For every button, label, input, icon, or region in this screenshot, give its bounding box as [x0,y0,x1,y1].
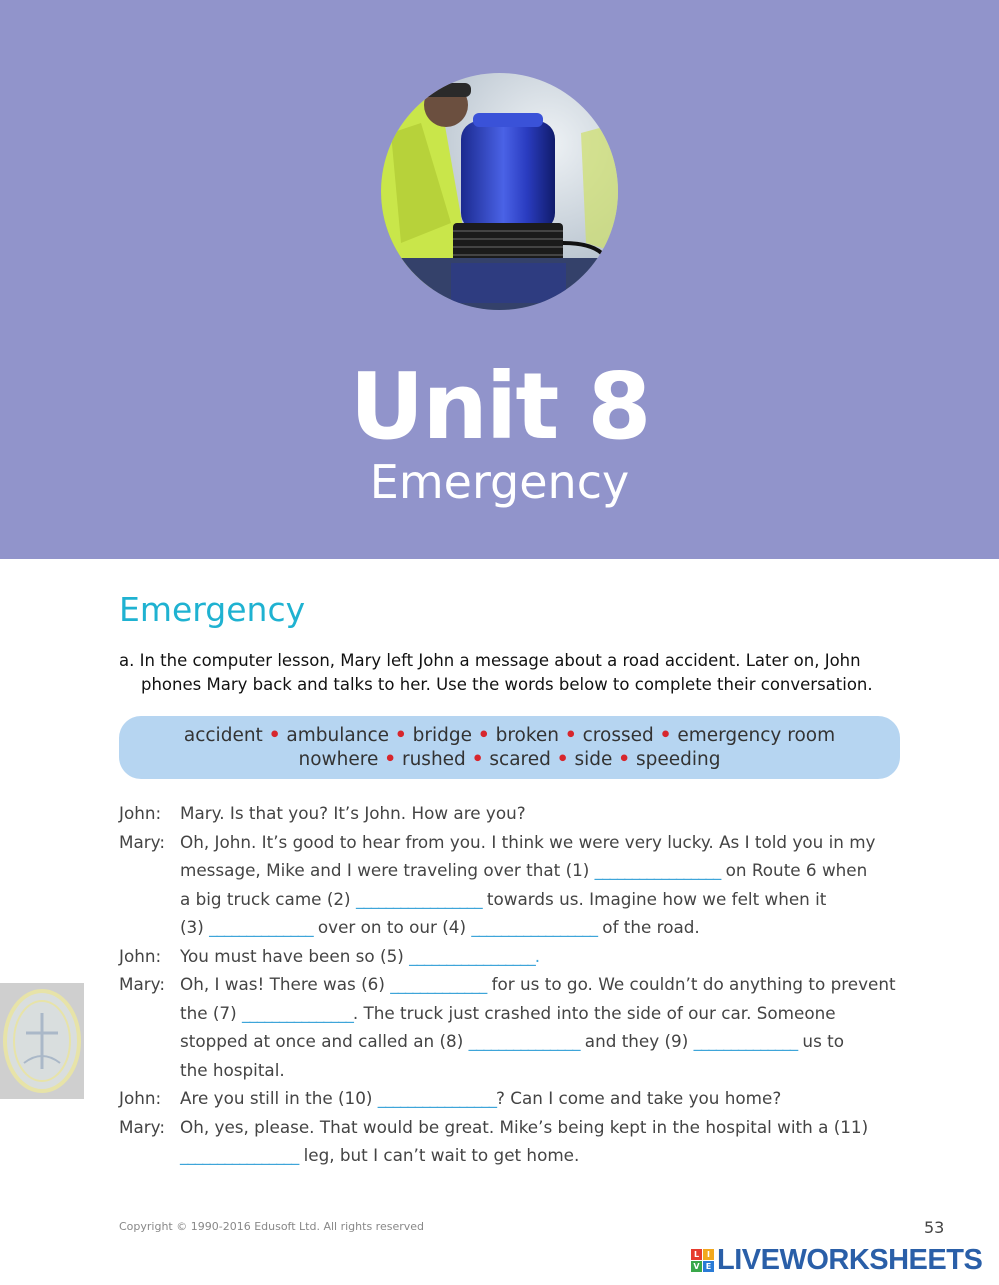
word-bank-item: rushed [401,749,466,770]
word-bank-item: broken [495,725,560,746]
dialog-line [180,885,909,914]
dialog-text [180,1113,909,1170]
bullet-separator: • [394,725,407,746]
word-bank-row [119,724,900,748]
dialog-turn [119,1113,909,1170]
dialog-fragment: (3) [180,917,210,937]
dialog-fragment: the (7) [180,1002,242,1023]
conversation [119,799,909,1170]
dialog-fragment: You must have been so (5) [180,945,410,966]
word-bank-item: crossed [582,725,654,746]
bullet-separator: • [618,749,631,770]
unit-subtitle: Emergency [369,455,630,509]
page-number: 53 [924,1218,945,1237]
logo-letter: L [691,1249,702,1260]
dialog-text [180,942,909,971]
instruction-line: a. In the computer lesson, Mary left John a message about a road accident. Later on, John [119,651,861,670]
word-bank-item: accident [183,725,263,746]
emergency-light-photo [381,73,618,310]
word-bank-item: emergency room [677,725,836,746]
bullet-separator: • [659,725,672,746]
answer-blank-6[interactable]: _____________ [390,974,487,994]
speaker-label: John: [119,945,162,966]
dialog-fragment: . The truck just crashed into the side of our car. Someone [352,1002,836,1023]
word-bank-item: nowhere [298,749,379,770]
liveworksheets-logo[interactable] [691,1244,982,1276]
word-bank-item: ambulance [286,725,390,746]
dialog-line: Mary. Is that you? It’s John. How are you? [180,803,526,823]
bullet-separator: • [477,725,490,746]
university-seal-watermark [0,983,84,1099]
liveworksheets-wordmark: LIVEWORKSHEETS [717,1243,983,1276]
answer-blank-7[interactable]: _______________ [241,1002,353,1023]
dialog-fragment: over on to our (4) [312,917,472,937]
dialog-fragment: towards us. Imagine how we felt when it [481,888,827,909]
word-bank-item: speeding [636,749,721,770]
speaker-label: Mary: [119,831,166,852]
dialog-fragment: on Route 6 when [720,860,868,880]
bullet-separator: • [471,749,484,770]
bullet-separator: • [268,725,281,746]
dialog-line [180,970,909,999]
dialog-fragment: message, Mike and I were traveling over that (1) [180,860,595,880]
copyright-notice: Copyright © 1990-2016 Edusoft Ltd. All rights reserved [119,1220,425,1233]
word-bank-item: scared [489,749,551,770]
dialog-turn [119,828,909,942]
exercise-instructions [119,649,909,697]
dialog-fragment: ? Can I come and take you home? [496,1088,782,1108]
dialog-fragment: us to [797,1031,844,1051]
speaker-label: John: [119,1088,162,1108]
logo-letter: V [691,1261,702,1272]
dialog-fragment: and they (9) [579,1031,694,1051]
dialog-turn [119,1084,909,1113]
word-bank [119,716,900,779]
unit-header-banner [0,0,999,559]
unit-title: Unit 8 [349,353,650,460]
dialog-line [180,1027,909,1056]
answer-blank-8[interactable]: _______________ [468,1031,580,1051]
section-title: Emergency [119,590,306,629]
bullet-separator: • [384,749,397,770]
answer-blank-2[interactable]: _________________ [355,888,482,909]
speaker-label: Mary: [119,974,166,994]
dialog-fragment: of the road. [596,917,700,937]
instruction-line: phones Mary back and talks to her. Use the words below to complete their conversation. [141,675,873,694]
dialog-text [180,799,909,828]
bullet-separator: • [556,749,569,770]
dialog-text [180,1084,909,1113]
answer-blank-3[interactable]: ______________ [209,917,313,937]
dialog-line [180,942,909,971]
answer-blank-4[interactable]: _________________ [471,917,597,937]
dialog-fragment: leg, but I can’t wait to get home. [298,1145,580,1165]
logo-letter: E [703,1261,714,1272]
logo-letter: I [703,1249,714,1260]
dialog-line [180,999,909,1028]
dialog-turn [119,799,909,828]
dialog-line [180,1084,909,1113]
dialog-line: the hospital. [180,1059,285,1080]
dialog-line: Oh, yes, please. That would be great. Mike’s being kept in the hospital with a (11) [180,1116,869,1137]
answer-blank-1[interactable]: _________________ [594,860,721,880]
dialog-line [180,913,909,942]
dialog-line [180,1141,909,1170]
dialog-line [180,856,909,885]
word-bank-item: bridge [412,725,472,746]
dialog-fragment: for us to go. We couldn’t do anything to prevent [486,974,896,994]
dialog-text [180,828,909,942]
dialog-fragment: stopped at once and called an (8) [180,1031,469,1051]
bullet-separator: • [564,725,577,746]
dialog-fragment: Are you still in the (10) [180,1088,378,1108]
word-bank-row [119,748,900,772]
answer-blank-10[interactable]: ________________ [377,1088,497,1108]
dialog-line: Oh, John. It’s good to hear from you. I think we were very lucky. As I told you in my [180,831,876,852]
dialog-fragment: Oh, I was! There was (6) [180,974,391,994]
dialog-text [180,970,909,1084]
answer-blank-11[interactable]: ________________ [180,1145,299,1165]
dialog-turn [119,942,909,971]
speaker-label: Mary: [119,1116,166,1137]
liveworksheets-mark-icon [691,1249,714,1272]
answer-blank-5[interactable]: _________________. [409,945,540,966]
dialog-turn [119,970,909,1084]
speaker-label: John: [119,803,162,823]
dialog-fragment: a big truck came (2) [180,888,356,909]
word-bank-item: side [574,749,613,770]
answer-blank-9[interactable]: ______________ [693,1031,798,1051]
